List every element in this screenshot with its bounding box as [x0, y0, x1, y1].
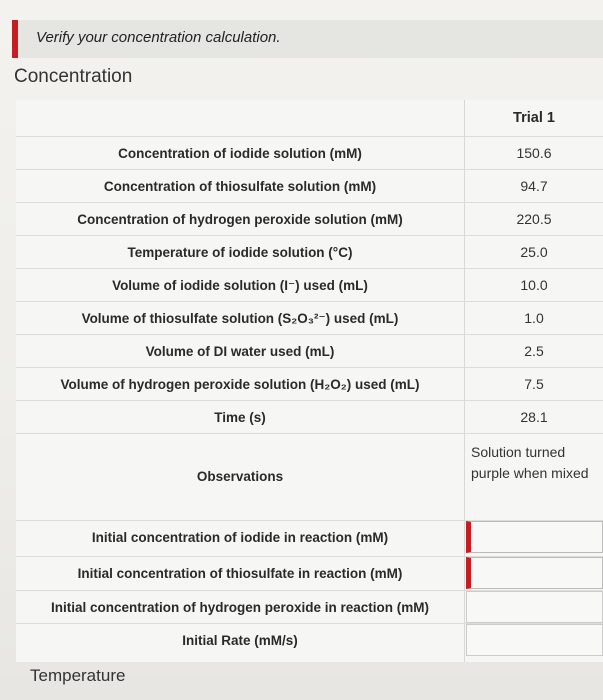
calc-row-label: Initial concentration of thiosulfate in reaction (mM): [77, 566, 403, 581]
observations-value: Solution turned purple when mixed: [471, 444, 589, 481]
error-indicator-bar: [12, 20, 18, 58]
row-label: Temperature of iodide solution (°C): [127, 245, 353, 260]
row-label: Concentration of thiosulfate solution (mM): [103, 179, 377, 194]
iodide-initial-conc-input[interactable]: [466, 521, 603, 553]
temperature-section-title: Temperature: [30, 666, 126, 685]
table-row: [16, 367, 603, 401]
calc-row-label: Initial concentration of iodide in reaction (mM): [91, 530, 389, 545]
table-row: [16, 136, 603, 170]
calc-row-label: Initial concentration of hydrogen peroxide in reaction (mM): [50, 600, 430, 615]
row-label: Volume of hydrogen peroxide solution (H₂O₂) used (mL): [60, 377, 420, 392]
row-value: 7.5: [524, 376, 544, 392]
row-value: 2.5: [524, 343, 544, 359]
peroxide-initial-conc-input[interactable]: [466, 591, 603, 623]
trial-header: Trial 1: [513, 110, 555, 126]
row-label: Time (s): [214, 410, 266, 425]
section-title: Concentration: [14, 66, 133, 87]
concentration-table: [16, 100, 603, 662]
thiosulfate-initial-conc-input[interactable]: [466, 557, 603, 589]
row-value: 1.0: [524, 310, 544, 326]
initial-rate-input[interactable]: [466, 624, 603, 656]
table-row: [16, 268, 603, 302]
table-row: [16, 334, 603, 368]
table-row: [16, 235, 603, 269]
table-row: [16, 169, 603, 203]
row-value: 220.5: [516, 211, 552, 227]
row-label: Volume of DI water used (mL): [145, 344, 335, 359]
table-row: [16, 400, 603, 434]
row-label: Volume of iodide solution (I⁻) used (mL): [112, 278, 368, 293]
row-value: 10.0: [520, 277, 548, 293]
instruction-text: Verify your concentration calculation.: [36, 29, 281, 46]
row-label: Concentration of iodide solution (mM): [118, 146, 362, 161]
row-value: 94.7: [520, 178, 548, 194]
calc-row-label: Initial Rate (mM/s): [182, 633, 298, 648]
row-value: 28.1: [520, 409, 548, 425]
table-row: [16, 301, 603, 335]
row-value: 25.0: [520, 244, 548, 260]
observations-label: Observations: [196, 469, 284, 484]
instruction-banner: [12, 20, 603, 58]
row-value: 150.6: [516, 145, 552, 161]
row-label: Concentration of hydrogen peroxide solution (mM): [77, 212, 403, 227]
table-row: [16, 202, 603, 236]
row-label: Volume of thiosulfate solution (S₂O₃²⁻) used (mL): [81, 311, 399, 326]
